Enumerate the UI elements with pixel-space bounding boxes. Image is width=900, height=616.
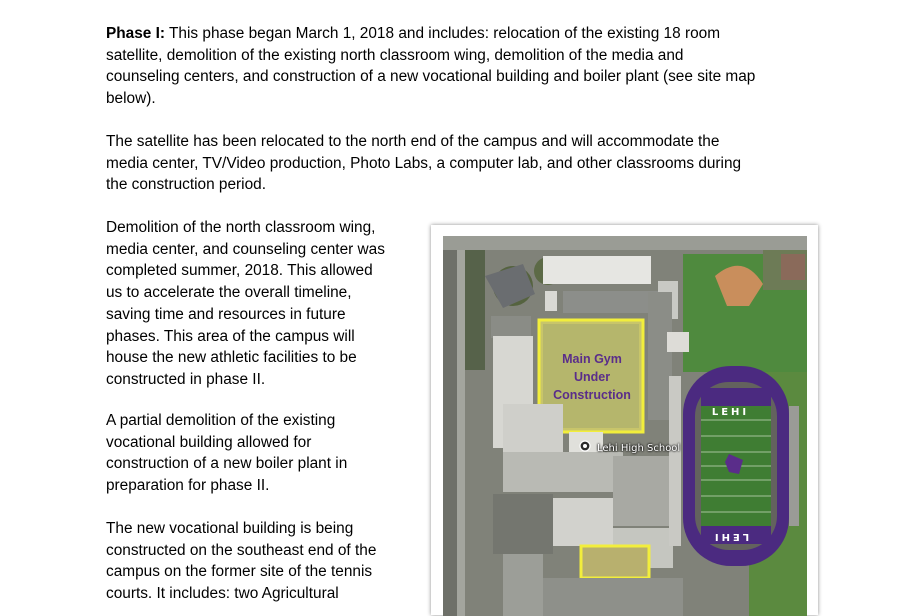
paragraph-demolition: Demolition of the north classroom wing, media center, and counseling center was completed summer, 2018. This allowed us to accelerate the overall timeline, saving time and resources in future phases. This area of the campus will house the new athletic facilities to be constructed in phase II. bbox=[106, 219, 385, 388]
phase-one-text: This phase began March 1, 2018 and includes: relocation of the existing 18 room satellite, demolition of the existing north classroom wing, demolition of the media and counseling centers, and construction of a new vocational building and boiler plant (see site map below). bbox=[106, 25, 756, 108]
main-gym-label: Main Gym Under Construction bbox=[553, 352, 631, 402]
paragraph-satellite: The satellite has been relocated to the north end of the campus and will accommodate the media center, TV/Video production, Photo Labs, a computer lab, and other classrooms during the construction period. bbox=[106, 133, 742, 194]
field-endzone-text-bottom: LEHI bbox=[711, 531, 750, 542]
map-pin-icon bbox=[578, 440, 592, 454]
paragraph-partial-demolition: A partial demolition of the existing vocational building allowed for construction of a new boiler plant in preparation for phase II. bbox=[106, 412, 348, 495]
site-map-aerial-photo bbox=[443, 236, 807, 616]
phase-heading: Phase I: bbox=[106, 25, 166, 42]
school-name-label: Lehi High School bbox=[597, 443, 681, 454]
field-endzone-text-top: LEHI bbox=[711, 407, 750, 418]
paragraph-vocational-building: The new vocational building is being constructed on the southeast end of the campus on the former site of the tennis courts. It includes: two Agricultural bbox=[106, 520, 377, 603]
paragraph-phase-one bbox=[106, 23, 806, 110]
